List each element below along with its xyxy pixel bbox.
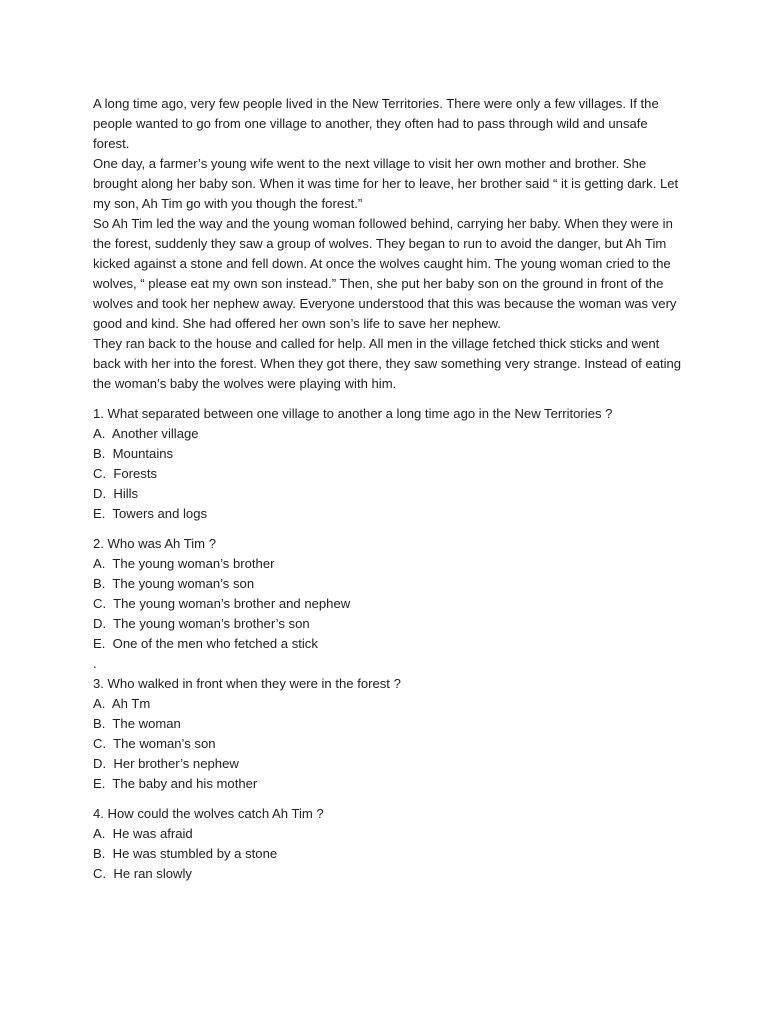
question-1-option-e: E. Towers and logs xyxy=(93,506,208,521)
question-3-option-c: C. The woman’s son xyxy=(93,736,216,751)
question-3 xyxy=(93,674,683,794)
question-2-option-b: B. The young woman’s son xyxy=(93,576,255,591)
question-3-stem: 3. Who walked in front when they were in the forest ? xyxy=(93,676,401,691)
question-2-option-a: A. The young woman’s brother xyxy=(93,556,275,571)
question-4-option-c: C. He ran slowly xyxy=(93,866,192,881)
passage-paragraph-1: A long time ago, very few people lived in the New Territories. There were only a few villages. If the people wanted to go from one village to another, they often had to pass through wild and unsafe forest. xyxy=(93,96,659,151)
passage-paragraph-2: One day, a farmer’s young wife went to the next village to visit her own mother and brother. She brought along her baby son. When it was time for her to leave, her brother said “ it is getting dark. Let my son, Ah Tim go with you though the forest.” xyxy=(93,156,679,211)
question-1-option-b: B. Mountains xyxy=(93,446,174,461)
question-3-option-a: A. Ah Tm xyxy=(93,696,151,711)
question-2-option-c: C. The young woman’s brother and nephew xyxy=(93,596,351,611)
story-passage xyxy=(93,94,683,394)
question-1 xyxy=(93,404,683,524)
passage-paragraph-4: They ran back to the house and called for help. All men in the village fetched thick sticks and went back with her into the forest. When they got there, they saw something very strange. Instead of eating the woman’s baby the wolves were playing with him. xyxy=(93,336,682,391)
question-2-option-d: D. The young woman’s brother’s son xyxy=(93,616,310,631)
question-2-option-e: E. One of the men who fetched a stick xyxy=(93,636,318,651)
question-1-stem: 1. What separated between one village to another a long time ago in the New Territories ? xyxy=(93,406,613,421)
stray-period: . xyxy=(93,656,97,671)
question-1-option-c: C. Forests xyxy=(93,466,158,481)
question-4-option-a: A. He was afraid xyxy=(93,826,193,841)
question-4-stem: 4. How could the wolves catch Ah Tim ? xyxy=(93,806,324,821)
question-1-option-d: D. Hills xyxy=(93,486,139,501)
question-2 xyxy=(93,534,683,674)
question-4-option-b: B. He was stumbled by a stone xyxy=(93,846,278,861)
question-3-option-b: B. The woman xyxy=(93,716,181,731)
document-page xyxy=(93,94,683,884)
question-1-option-a: A. Another village xyxy=(93,426,199,441)
passage-paragraph-3: So Ah Tim led the way and the young woman followed behind, carrying her baby. When they were in the forest, suddenly they saw a group of wolves. They began to run to avoid the danger, but Ah Tim kicked against a stone and fell down. At once the wolves caught him. The young woman cried to the wolves, “ please eat my own son instead.” Then, she put her baby son on the ground in front of the wolves and took her nephew away. Everyone understood that this was because the woman was very good and kind. She had offered her own son’s life to save her nephew. xyxy=(93,216,677,331)
question-3-option-d: D. Her brother’s nephew xyxy=(93,756,239,771)
question-4 xyxy=(93,804,683,884)
question-2-stem: 2. Who was Ah Tim ? xyxy=(93,536,216,551)
question-3-option-e: E. The baby and his mother xyxy=(93,776,258,791)
